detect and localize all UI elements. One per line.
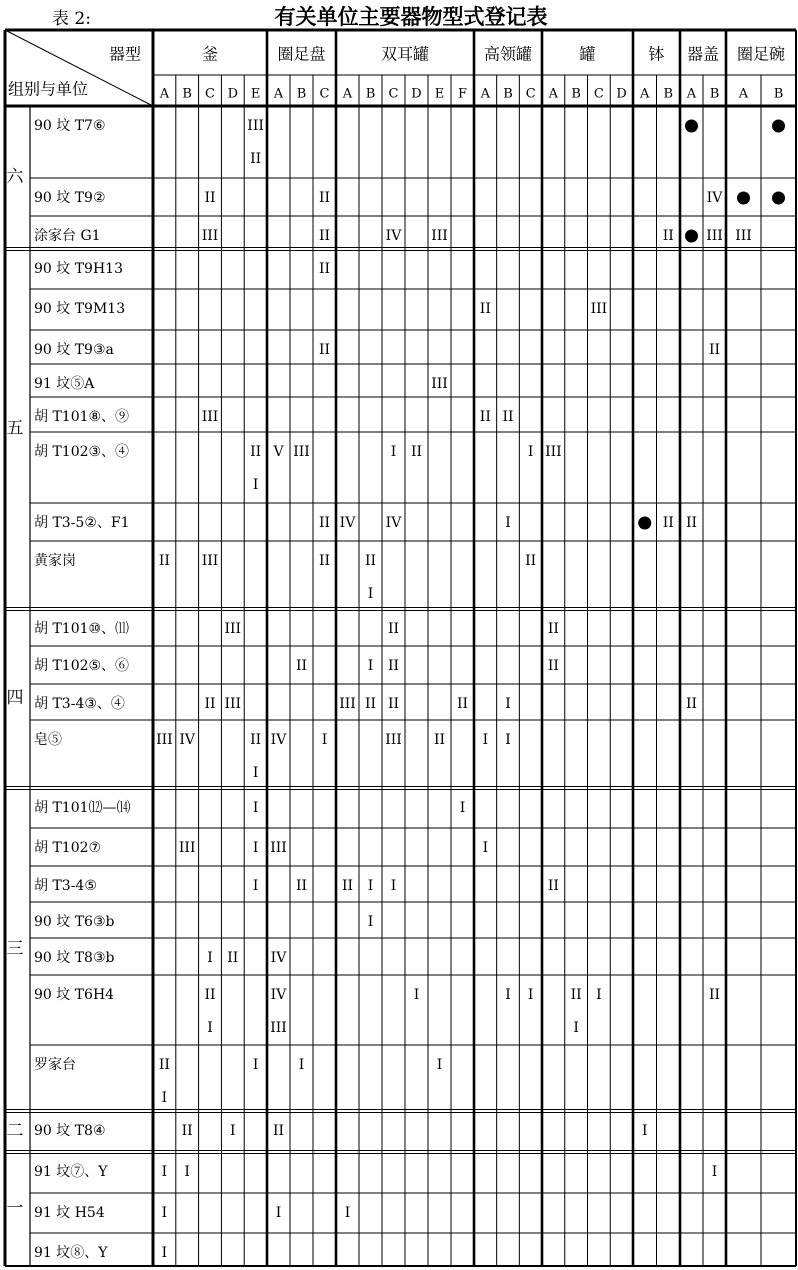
subtype-header: F bbox=[457, 86, 468, 102]
type-mark: I bbox=[390, 878, 397, 894]
subtype-header: A bbox=[686, 86, 697, 102]
vessel-type-header: 高领罐 bbox=[483, 44, 533, 64]
subtype-header: D bbox=[227, 86, 239, 102]
type-mark: II bbox=[387, 696, 400, 712]
type-mark: II bbox=[685, 696, 698, 712]
filled-dot-mark bbox=[772, 192, 785, 205]
subtype-header: B bbox=[296, 86, 307, 102]
subtype-header: B bbox=[773, 86, 784, 102]
type-mark: I bbox=[344, 1205, 351, 1221]
type-mark: III bbox=[545, 444, 562, 460]
unit-name: 90 坟 T8③b bbox=[34, 950, 115, 966]
subtype-header: A bbox=[640, 86, 650, 102]
type-mark: III bbox=[201, 553, 219, 569]
group-label: 五 bbox=[6, 418, 24, 439]
vessel-type-header: 圈足碗 bbox=[736, 44, 786, 64]
subtype-header: D bbox=[411, 86, 422, 102]
type-mark: I bbox=[252, 1057, 259, 1073]
unit-name: 胡 T101⑩、⑾ bbox=[34, 621, 130, 637]
type-mark: III bbox=[385, 732, 402, 748]
group-label: 一 bbox=[6, 1198, 24, 1219]
subtype-header: B bbox=[503, 86, 513, 102]
unit-name: 胡 T102⑤、⑥ bbox=[34, 658, 130, 674]
type-mark: III bbox=[201, 228, 219, 244]
type-mark: II bbox=[570, 987, 582, 1003]
type-mark: II bbox=[364, 696, 377, 712]
type-mark: I bbox=[252, 800, 259, 816]
type-mark: II bbox=[387, 658, 400, 674]
type-mark: II bbox=[295, 878, 308, 894]
type-mark: I bbox=[321, 732, 328, 748]
vessel-type-header: 釜 bbox=[201, 44, 219, 64]
unit-name: 罗家台 bbox=[34, 1057, 76, 1073]
type-mark: I bbox=[298, 1057, 305, 1073]
unit-name: 90 坟 T6③b bbox=[34, 914, 115, 930]
subtype-header: A bbox=[342, 86, 353, 102]
unit-name: 胡 T101⑧、⑨ bbox=[34, 409, 130, 425]
type-mark: III bbox=[247, 118, 264, 134]
type-mark: III bbox=[156, 732, 173, 748]
type-mark: II bbox=[708, 987, 721, 1003]
type-mark: I bbox=[505, 987, 511, 1003]
type-mark: I bbox=[367, 658, 374, 674]
type-mark: II bbox=[250, 732, 262, 748]
type-mark: II bbox=[662, 515, 674, 531]
type-mark: III bbox=[293, 444, 310, 460]
type-mark: III bbox=[178, 840, 196, 856]
type-mark: II bbox=[662, 228, 674, 244]
type-mark: I bbox=[367, 914, 374, 930]
type-mark: I bbox=[207, 950, 213, 966]
type-mark: II bbox=[204, 696, 216, 712]
type-mark: II bbox=[295, 658, 308, 674]
type-mark: II bbox=[181, 1123, 193, 1139]
vessel-type-header: 钵 bbox=[648, 44, 665, 64]
type-mark: I bbox=[184, 1164, 190, 1180]
type-mark: II bbox=[250, 444, 262, 460]
type-mark: II bbox=[502, 409, 514, 425]
unit-name: 90 坟 T9③a bbox=[34, 342, 114, 358]
filled-dot-mark bbox=[638, 517, 651, 530]
subtype-header: B bbox=[571, 86, 581, 102]
type-mark: I bbox=[505, 696, 511, 712]
type-mark: I bbox=[252, 765, 259, 781]
type-mark: I bbox=[207, 1020, 213, 1036]
table-title: 有关单位主要器物型式登记表 bbox=[274, 5, 548, 29]
type-mark: I bbox=[711, 1164, 718, 1180]
type-mark: II bbox=[341, 878, 354, 894]
subtype-header: C bbox=[205, 86, 215, 102]
type-mark: III bbox=[201, 409, 219, 425]
type-mark: IV bbox=[179, 732, 196, 748]
type-mark: I bbox=[161, 1245, 168, 1261]
type-mark: II bbox=[272, 1123, 285, 1139]
type-mark: II bbox=[433, 732, 446, 748]
type-mark: III bbox=[224, 696, 242, 712]
subtype-header: B bbox=[663, 86, 674, 102]
type-mark: II bbox=[318, 228, 331, 244]
type-mark: II bbox=[318, 342, 331, 358]
type-mark: IV bbox=[706, 190, 723, 206]
type-mark: I bbox=[436, 1057, 443, 1073]
type-mark: II bbox=[318, 553, 331, 569]
type-mark: I bbox=[482, 732, 489, 748]
type-mark: I bbox=[482, 840, 489, 856]
type-mark: III bbox=[270, 1020, 287, 1036]
type-mark: II bbox=[685, 515, 698, 531]
type-mark: II bbox=[204, 987, 216, 1003]
type-mark: III bbox=[224, 621, 242, 637]
subtype-header: B bbox=[182, 86, 192, 102]
unit-name: 90 坟 T8④ bbox=[34, 1123, 106, 1139]
type-mark: II bbox=[547, 878, 559, 894]
subtype-header: C bbox=[319, 86, 330, 102]
type-mark: I bbox=[596, 987, 602, 1003]
type-mark: III bbox=[590, 301, 608, 317]
group-label: 四 bbox=[6, 688, 24, 708]
subtype-header: E bbox=[250, 86, 261, 102]
type-mark: III bbox=[339, 696, 356, 712]
unit-name: 胡 T3-5②、F1 bbox=[34, 515, 130, 531]
filled-dot-mark bbox=[685, 230, 698, 243]
unit-name: 胡 T101⑿—⒁ bbox=[34, 800, 131, 816]
type-mark: II bbox=[318, 190, 331, 206]
group-label: 二 bbox=[6, 1121, 24, 1141]
filled-dot-mark bbox=[772, 120, 785, 133]
unit-name: 皂⑤ bbox=[34, 732, 62, 748]
unit-name: 90 坟 T6H4 bbox=[34, 987, 115, 1003]
type-mark: I bbox=[527, 987, 534, 1003]
type-mark: II bbox=[410, 444, 423, 460]
type-mark: II bbox=[479, 301, 491, 317]
corner-header-vessel: 器型 bbox=[108, 44, 142, 64]
corner-header-unit: 组别与单位 bbox=[8, 79, 89, 99]
type-mark: III bbox=[431, 228, 448, 244]
type-mark: I bbox=[505, 732, 511, 748]
type-mark: II bbox=[525, 553, 537, 569]
subtype-header: C bbox=[593, 86, 604, 102]
unit-name: 90 坟 T9H13 bbox=[34, 261, 123, 277]
subtype-header: C bbox=[388, 86, 399, 102]
filled-dot-mark bbox=[737, 192, 750, 205]
type-mark: II bbox=[227, 950, 239, 966]
group-label: 三 bbox=[6, 939, 24, 959]
vessel-type-header: 罐 bbox=[579, 44, 596, 64]
subtype-header: D bbox=[616, 86, 627, 102]
unit-name: 胡 T102③、④ bbox=[34, 444, 130, 460]
subtype-header: A bbox=[273, 86, 284, 102]
type-mark: II bbox=[547, 621, 559, 637]
subtype-header: A bbox=[159, 86, 170, 102]
filled-dot-mark bbox=[685, 120, 698, 133]
unit-name: 91 坟⑧、Y bbox=[34, 1245, 108, 1261]
type-mark: I bbox=[413, 987, 420, 1003]
subtype-header: E bbox=[434, 86, 445, 102]
type-mark: I bbox=[367, 586, 374, 602]
unit-name: 黄家岗 bbox=[34, 553, 76, 569]
type-mark: II bbox=[318, 515, 331, 531]
type-mark: IV bbox=[270, 732, 287, 748]
subtype-header: C bbox=[525, 86, 536, 102]
type-mark: II bbox=[318, 261, 331, 277]
unit-name: 胡 T3-4③、④ bbox=[34, 696, 125, 712]
unit-name: 胡 T3-4⑤ bbox=[34, 878, 97, 894]
unit-name: 90 坟 T7⑥ bbox=[34, 118, 106, 134]
type-mark: V bbox=[273, 444, 284, 460]
type-mark: I bbox=[527, 444, 534, 460]
vessel-type-header: 器盖 bbox=[686, 44, 720, 64]
type-mark: IV bbox=[270, 950, 287, 966]
type-mark: III bbox=[431, 376, 448, 392]
type-mark: IV bbox=[385, 515, 402, 531]
unit-name: 90 坟 T9M13 bbox=[34, 301, 126, 317]
type-mark: I bbox=[275, 1205, 282, 1221]
unit-name: 90 坟 T9② bbox=[34, 190, 106, 206]
type-mark: II bbox=[708, 342, 721, 358]
type-mark: I bbox=[161, 1164, 168, 1180]
type-mark: I bbox=[390, 444, 397, 460]
unit-name: 胡 T102⑦ bbox=[34, 840, 102, 856]
type-mark: II bbox=[364, 553, 377, 569]
type-mark: III bbox=[706, 228, 723, 244]
type-mark: II bbox=[547, 658, 559, 674]
type-mark: I bbox=[230, 1123, 236, 1139]
type-mark: I bbox=[252, 477, 259, 493]
type-mark: IV bbox=[270, 987, 287, 1003]
unit-name: 91 坟 H54 bbox=[34, 1205, 105, 1221]
type-mark: III bbox=[735, 228, 752, 244]
subtype-header: B bbox=[709, 86, 720, 102]
type-mark: I bbox=[367, 878, 374, 894]
type-mark: III bbox=[270, 840, 287, 856]
vessel-type-header: 圈足盘 bbox=[277, 44, 326, 64]
type-mark: I bbox=[573, 1020, 579, 1036]
type-mark: II bbox=[456, 696, 469, 712]
group-label: 六 bbox=[6, 167, 24, 187]
subtype-header: A bbox=[738, 86, 749, 102]
unit-name: 91 坟⑤A bbox=[34, 376, 95, 392]
subtype-header: A bbox=[548, 86, 559, 102]
type-mark: I bbox=[641, 1123, 648, 1139]
type-mark: II bbox=[158, 553, 170, 569]
vessel-type-header: 双耳罐 bbox=[380, 44, 430, 64]
unit-name: 涂家台 G1 bbox=[34, 228, 101, 244]
type-mark: I bbox=[161, 1205, 168, 1221]
table-label: 表 2: bbox=[52, 9, 91, 29]
type-mark: IV bbox=[339, 515, 356, 531]
type-mark: II bbox=[158, 1057, 170, 1073]
subtype-header: B bbox=[365, 86, 376, 102]
type-mark: II bbox=[479, 409, 491, 425]
type-mark: I bbox=[161, 1090, 168, 1106]
type-mark: IV bbox=[385, 228, 402, 244]
type-mark: II bbox=[204, 190, 216, 206]
type-mark: I bbox=[505, 515, 511, 531]
subtype-header: A bbox=[480, 86, 491, 102]
type-mark: I bbox=[252, 840, 259, 856]
type-mark: II bbox=[250, 151, 262, 167]
unit-name: 91 坟⑦、Y bbox=[34, 1164, 108, 1180]
type-mark: II bbox=[387, 621, 400, 637]
type-mark: I bbox=[252, 878, 259, 894]
type-mark: I bbox=[459, 800, 466, 816]
